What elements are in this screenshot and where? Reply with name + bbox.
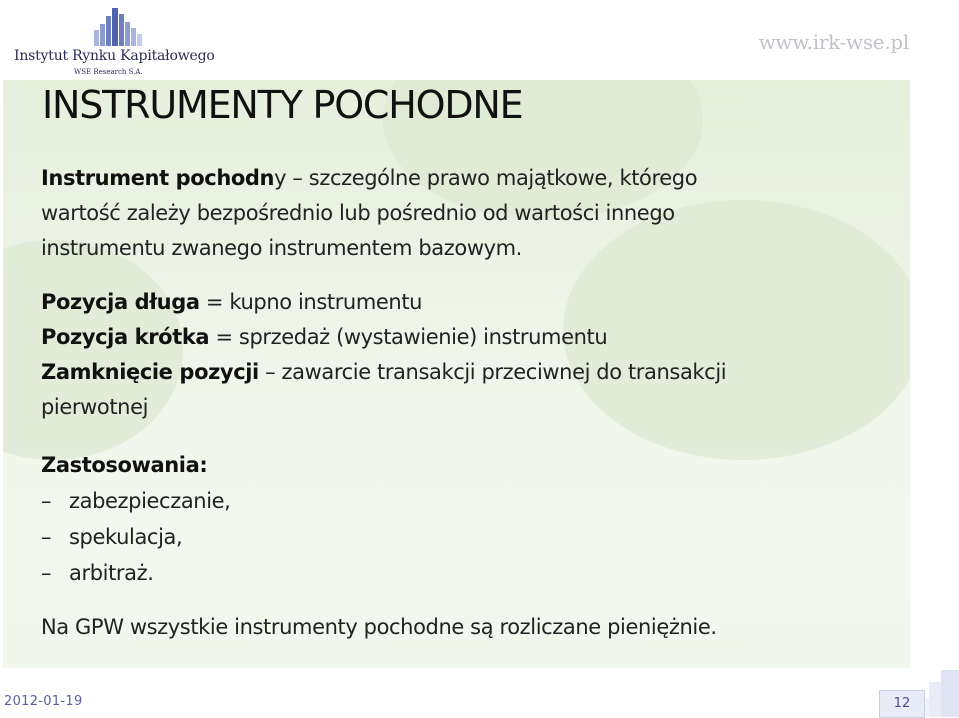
definition-term-suffix: y [274, 166, 287, 190]
closing-paragraph: Na GPW wszystkie instrumenty pochodne są rozliczane pieniężnie. [41, 615, 717, 639]
irk-logo [14, 6, 215, 80]
slide-content [3, 80, 910, 668]
definition-paragraph [41, 161, 697, 266]
footer-date: 2012-01-19 [4, 694, 83, 709]
uses-heading-text: Zastosowania: [41, 453, 208, 477]
definition-term: Instrument pochodn [41, 166, 275, 190]
position-term-short: Pozycja krótka [41, 325, 210, 349]
positions-paragraph [41, 285, 726, 425]
position-term-long: Pozycja długa [41, 290, 200, 314]
list-item: – spekulacja, [41, 519, 230, 555]
definition-text: – szczególne prawo majątkowe, którego [286, 166, 698, 190]
list-item: – zabezpieczanie, [41, 483, 230, 519]
uses-heading [41, 448, 207, 483]
logo-subtitle: WSE Research S.A. [74, 68, 143, 76]
definition-text: instrumentu zwanego instrumentem bazowym. [41, 236, 522, 260]
position-desc-long: = kupno instrumentu [199, 290, 423, 314]
position-desc-short: = sprzedaż (wystawienie) instrumentu [209, 325, 608, 349]
logo-name: Instytut Rynku Kapitałowego [14, 48, 215, 64]
page-number: 12 [879, 690, 925, 718]
position-desc-continuation: pierwotnej [41, 395, 149, 419]
slide-title: INSTRUMENTY POCHODNE [42, 83, 523, 127]
website-url: www.irk-wse.pl [758, 30, 909, 54]
building-bars-icon [92, 6, 144, 46]
list-item: – arbitraż. [41, 555, 230, 591]
position-desc-close: – zawarcie transakcji przeciwnej do transakcji [258, 360, 727, 384]
position-term-close: Zamknięcie pozycji [41, 360, 259, 384]
definition-text: wartość zależy bezpośrednio lub pośrednio od wartości innego [41, 201, 675, 225]
uses-list [41, 483, 230, 591]
